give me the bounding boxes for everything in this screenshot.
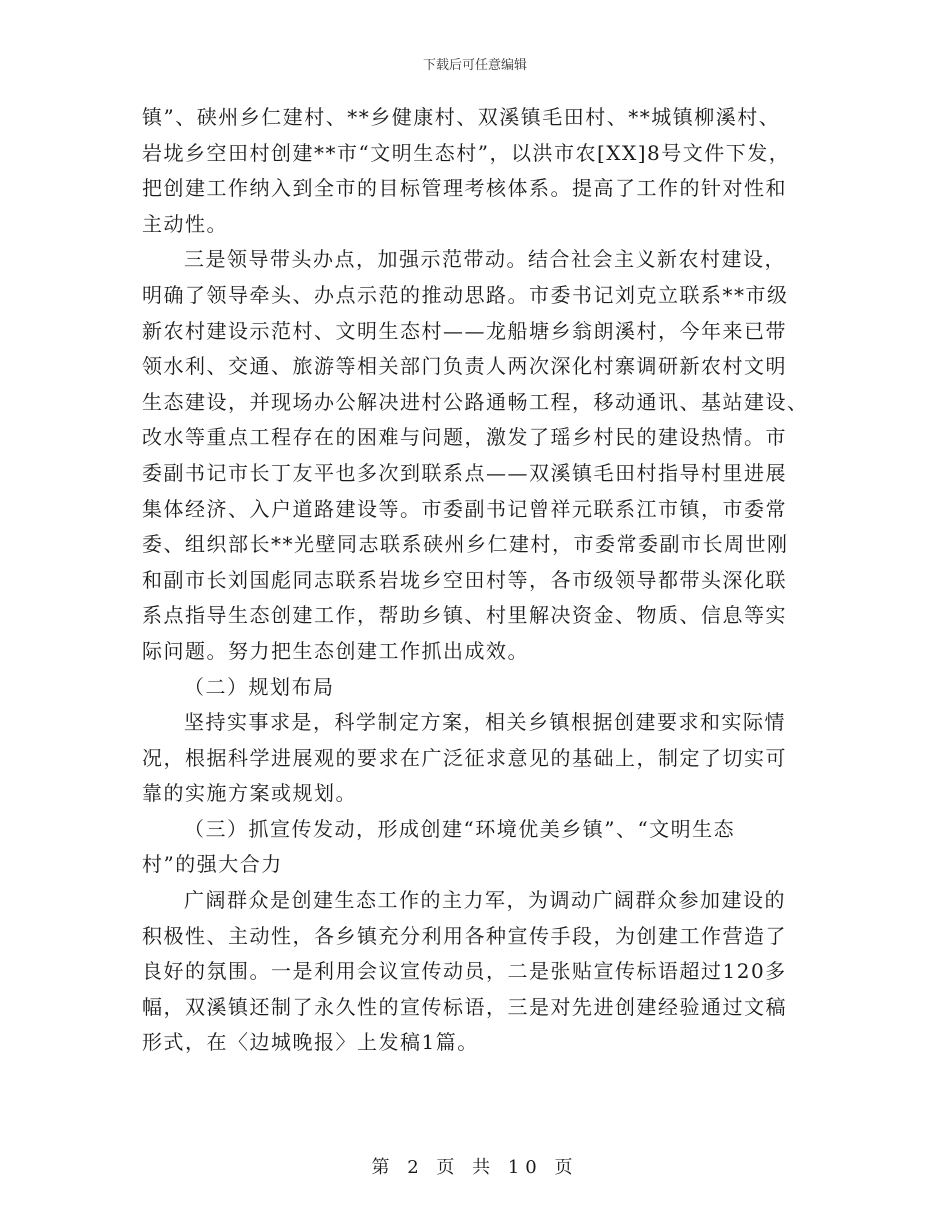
text-line: 际问题。努力把生态创建工作抓出成效。: [142, 638, 529, 663]
document-body: [142, 100, 810, 1061]
text-line: 把创建工作纳入到全市的目标管理考核体系。提高了工作的针对性和: [142, 176, 787, 201]
text-line: 幅，双溪镇还制了永久性的宣传标语，三是对先进创建经验通过文稿: [142, 994, 787, 1019]
paragraph: [142, 100, 810, 242]
header-note: 下载后可任意编辑: [422, 58, 527, 73]
text-line: 广阔群众是创建生态工作的主力军，为调动广阔群众参加建设的: [184, 888, 786, 913]
text-line: 镇”、硖州乡仁建村、**乡健康村、双溪镇毛田村、**城镇柳溪村、: [142, 105, 781, 129]
text-line: （二）规划布局: [184, 674, 335, 699]
text-line: 和副市长刘国彪同志联系岩垅乡空田村等，各市级领导都带头深化联: [142, 567, 787, 592]
text-line: 村”的强大合力: [142, 852, 283, 877]
text-line: 况，根据科学进展观的要求在广泛征求意见的基础上，制定了切实可: [142, 745, 787, 770]
text-line: 形式，在〈边城晚报〉上发稿1篇。: [142, 1030, 479, 1055]
text-line: 委、组织部长**光壁同志联系硖州乡仁建村，市委常委副市长周世刚: [142, 532, 789, 557]
paragraph: [142, 705, 810, 812]
text-line: 岩垅乡空田村创建**市“文明生态村”，以洪市农[XX]8号文件下发，: [142, 140, 791, 165]
paragraph: [142, 883, 810, 1061]
text-line: 积极性、主动性，各乡镇充分利用各种宣传手段，为创建工作营造了: [142, 923, 787, 948]
text-line: 主动性。: [142, 211, 228, 236]
text-line: 明确了领导牵头、办点示范的推动思路。市委书记刘克立联系**市级: [142, 282, 789, 307]
text-line: 靠的实施方案或规划。: [142, 781, 357, 806]
text-line: 生态建设，并现场办公解决进村公路通畅工程，移动通讯、基站建设、: [142, 389, 809, 414]
page-number: 第 2 页 共 10 页: [371, 1157, 579, 1178]
text-line: （三）抓宣传发动，形成创建“环境优美乡镇”、“文明生态: [184, 816, 736, 841]
text-line: 系点指导生态创建工作，帮助乡镇、村里解决资金、物质、信息等实: [142, 603, 787, 628]
section-heading: [142, 812, 810, 883]
text-line: 三是领导带头办点，加强示范带动。结合社会主义新农村建设，: [184, 247, 786, 272]
paragraph: [142, 242, 810, 669]
section-heading: [142, 670, 810, 706]
text-line: 坚持实事求是，科学制定方案，相关乡镇根据创建要求和实际情: [184, 710, 786, 735]
text-line: 改水等重点工程存在的困难与问题，激发了瑶乡村民的建设热情。市: [142, 425, 787, 450]
text-line: 集体经济、入户道路建设等。市委副书记曾祥元联系江市镇，市委常: [142, 496, 787, 521]
text-line: 领水利、交通、旅游等相关部门负责人两次深化村寨调研新农村文明: [142, 354, 787, 379]
text-line: 委副书记市长丁友平也多次到联系点——双溪镇毛田村指导村里进展: [142, 460, 787, 485]
text-line: 良好的氛围。一是利用会议宣传动员，二是张贴宣传标语超过120多: [142, 959, 787, 984]
text-line: 新农村建设示范村、文明生态村——龙船塘乡翁朗溪村，今年来已带: [142, 318, 787, 343]
